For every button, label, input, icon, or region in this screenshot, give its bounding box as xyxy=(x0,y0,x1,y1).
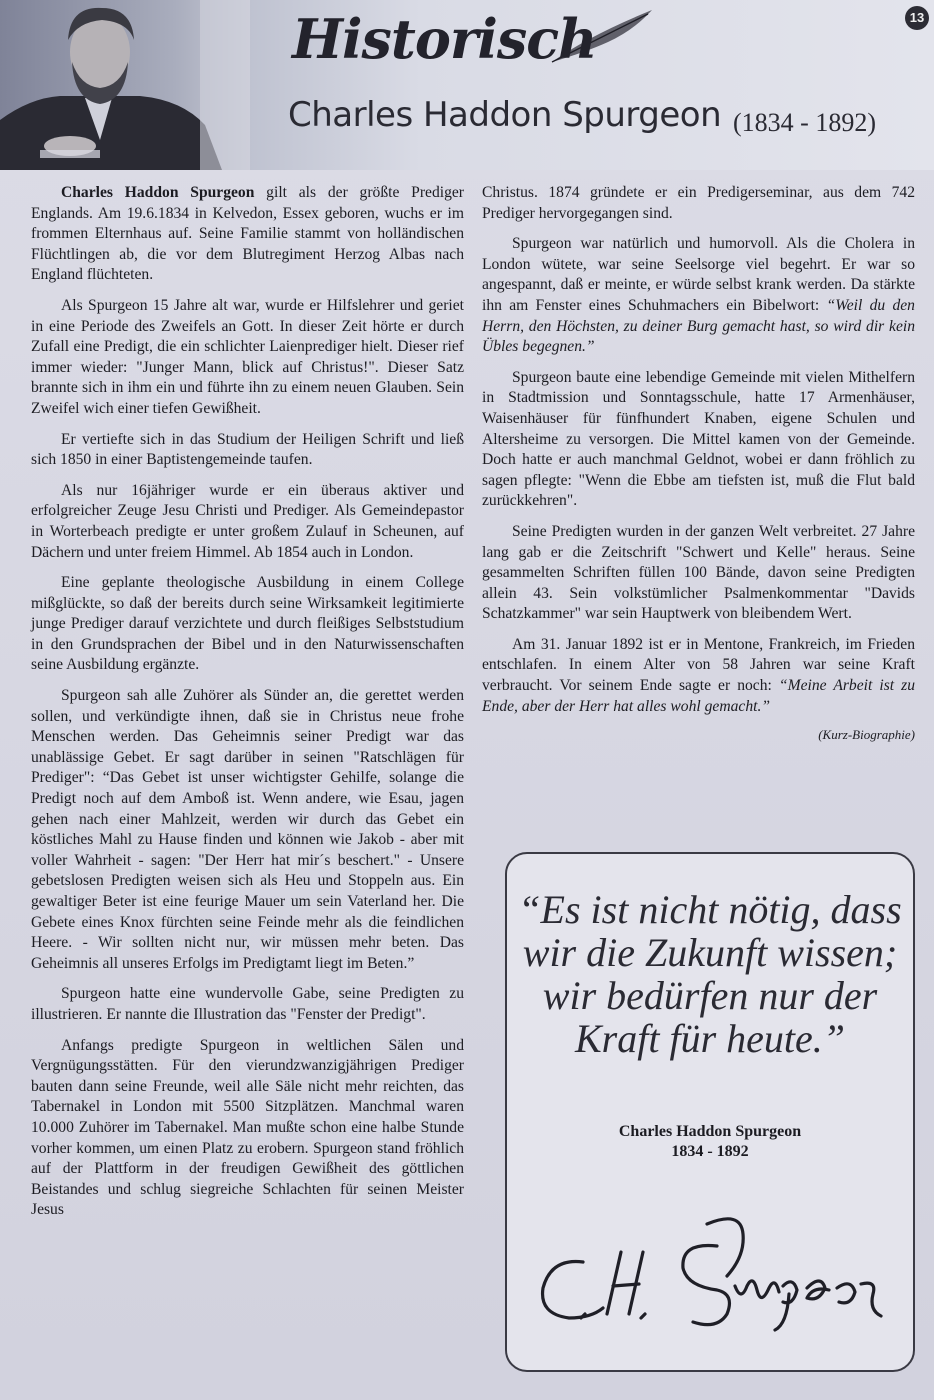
section-rubric: Historisch xyxy=(292,7,597,71)
left-text-column xyxy=(31,183,464,1231)
paragraph-death xyxy=(482,635,915,717)
paragraph-intro xyxy=(31,183,464,286)
quote-box xyxy=(505,852,915,1372)
last-words-quote: “Meine Arbeit ist zu Ende, aber der Herr hat alles wohl gemacht.” xyxy=(482,677,916,715)
paragraph-illustration: Spurgeon hatte eine wundervolle Gabe, seine Predigten zu illustrieren. Er nannte die Illustration das "Fenster der Predigt". xyxy=(31,985,464,1023)
article-years: (1834 - 1892) xyxy=(733,108,876,137)
paragraph-youth: Als Spurgeon 15 Jahre alt war, wurde er Hilfslehrer und geriet in eine Periode des Zweifels an Gott. In dieser Zeit hörte er durch Zufall eine Predigt, die ein schlichter Laienprediger hielt. Dieser rief immer wieder: "Junger Mann, blick auf Christus!". Dieser Satz brannte sich in ihm ein und führte ihn zu einem neuen Glauben. Sein Zweifel wich einer tiefen Gewißheit. xyxy=(31,296,464,417)
paragraph-seminary: Christus. 1874 gründete er ein Predigerseminar, aus dem 742 Prediger hervorgegangen sind. xyxy=(482,184,915,222)
paragraph-cholera xyxy=(482,234,915,358)
paragraph-education: Eine geplante theologische Ausbildung in einem College mißglückte, so daß der bereits durch seine Wirksamkeit legitimierte junge Prediger darauf verzichtete und durch fleißiges Selbststudium in den Grundsprachen der Bibel und in den Naturwissenschaften seine Ausbildung ergänzte. xyxy=(31,574,464,674)
paragraph-tabernacle: Anfangs predigte Spurgeon in weltlichen Sälen und Vergnügungsstätten. Für den vierundzwanzigjährigen Prediger bauten dann seine Freunde, weil alle Säle nicht mehr reichten, das Tabernakel in London mit 5500 Sitzplätzen. Manchmal waren 10.000 Zuhörer im Tabernakel. Man mußte schon eine halbe Stunde vorher kommen, um einen Platz zu erobern. Spurgeon stand fröhlich auf der Plattform in der freudigen Gewißheit des göttlichen Beistandes und schlug siegreiche Schlachten für seinen Meister Jesus xyxy=(31,1036,464,1219)
quote-author: Charles Haddon Spurgeon xyxy=(618,1123,802,1140)
quote-attribution xyxy=(507,1122,913,1162)
article-title: Charles Haddon Spurgeon xyxy=(288,95,722,135)
right-text-column xyxy=(482,183,915,746)
paragraph-prayer: Spurgeon sah alle Zuhörer als Sünder an, die gerettet werden sollen, und verkündigte ihnen, daß sie in Christus neue frohe Menschen werden. Das Geheimnis seiner Predigt war das unablässige Gebet. Er sagt darüber in seinen "Ratschlägen für Prediger": “Das Gebet ist unser wichtigster Gehilfe, solange die Predigt noch auf dem Amboß ist. Wenn andere, wie Esau, jagen gehen nach einer Mahlzeit, werden wir durch das Gebet ein köstliches Mahl zu Hause finden und können wie Jakob - aber mit voller Wahrheit - sagen: "Der Herr hat mir´s beschert." - Unsere gebetslosen Predigten weisen sich als Heu und Stoppeln aus. Ein gewaltiger Beter ist eine feurige Mauer um sein Vaterland her. Die Gebete eines Knox fürchten seine Feinde mehr als die feindlichen Heere. - Wir sollten nicht nur, wir müssen mehr beten. Das Geheimnis all unseres Erfolgs im Predigtamt liegt im Beten.” xyxy=(31,687,464,972)
paragraph-text: Spurgeon war natürlich und humorvoll. Als die Cholera in London wütete, war seine Seelsorge viel begehrt. Er war so angespannt, daß er meinte, er würde selbst krank werden. Da stärkte ihn am Fenster eines Schuhmachers ein Bibelwort: xyxy=(482,235,915,314)
source-note: (Kurz-Biographie) xyxy=(818,727,915,743)
paragraph-text: Am 31. Januar 1892 ist er in Mentone, Frankreich, im Frieden entschlafen. In einem Alter von 58 Jahren war seine Kraft verbraucht. Vor seinem Ende sagte er noch: xyxy=(482,635,915,695)
subject-name: Charles Haddon Spurgeon xyxy=(61,184,255,201)
bible-quote: “Weil du den Herrn, den Höchsten, zu deiner Burg gemacht hast, so wird dir kein Übles begegnen.” xyxy=(482,296,915,356)
paragraph-community: Spurgeon baute eine lebendige Gemeinde mit vielen Mithelfern in Stadtmission und Sonntagsschule, hatte 17 Armenhäuser, Waisenhäuser für fünfhundert Knaben, eigene Schulen und Altersheime zu versorgen. Die Mittel kamen von der Gemeinde. Doch hatte er auch manchmal Geldnot, wobei er dann fröhlich zu sagen pflegte: "Wenn die Ebbe am tiefsten ist, muß die Flut bald zurückkehren". xyxy=(482,368,915,510)
paragraph-baptism: Er vertiefte sich in das Studium der Heiligen Schrift und ließ sich 1850 in einer Baptistengemeinde taufen. xyxy=(31,430,464,469)
page-number-badge: 13 xyxy=(905,6,929,30)
handwritten-signature xyxy=(521,1190,901,1345)
paragraph-writings: Seine Predigten wurden in der ganzen Welt verbreitet. 27 Jahre lang gab er die Zeitschrift "Schwert und Kelle" heraus. Seine gesammelten Schriften füllen 100 Bände, davon seine Predigten allein 43. Sein volkstümlicher Psalmenkommentar "Davids Schatzkammer" war sein Hauptwerk von bleibendem Wert. xyxy=(482,522,915,623)
page-header xyxy=(0,0,934,170)
paragraph-text: gilt als der größte Prediger Englands. Am 19.6.1834 in Kelvedon, Essex geboren, wuchs er im frommen Elternhaus auf. Seine Familie stammt von holländischen Flüchtlingen ab, die vor dem Blutregiment Herzog Albas nach England flüchteten. xyxy=(31,184,464,284)
quote-text: “Es ist nicht nötig, dass wir die Zukunft wissen; wir bedürfen nur der Kraft für heute.” xyxy=(518,887,902,1061)
paragraph-early-preaching: Als nur 16jähriger wurde er ein überaus aktiver und erfolgreicher Zeuge Jesu Christi und Prediger. Als Gemeindepastor in Worterbeach predigte er unter großem Zulauf in Scheunen, auf Dächern und unter freiem Himmel. Ab 1854 auch in London. xyxy=(31,481,464,561)
quote-years: 1834 - 1892 xyxy=(671,1143,749,1160)
portrait-image xyxy=(0,0,250,170)
